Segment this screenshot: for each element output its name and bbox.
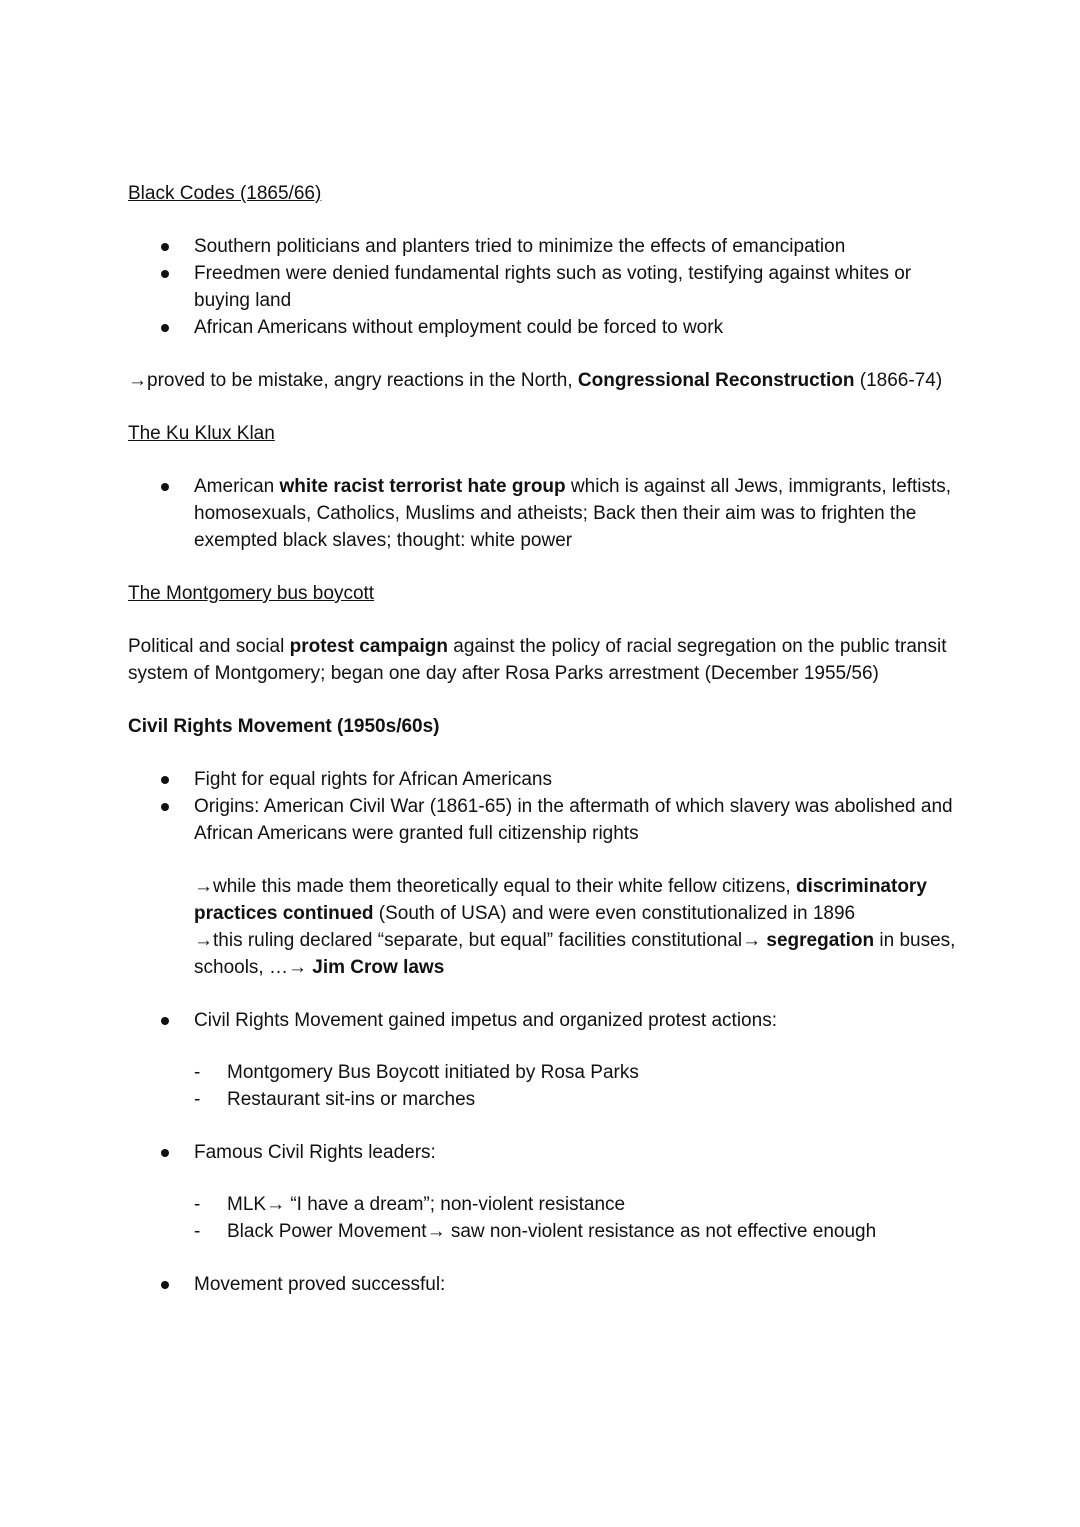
black-codes-heading: Black Codes (1865/66) [128,183,322,204]
impetus-list [128,1007,958,1034]
bus-boycott-heading: The Montgomery bus boycott [128,583,375,604]
list-item: Famous Civil Rights leaders: [128,1139,958,1166]
black-codes-list [128,233,958,341]
list-item: African Americans without employment could be forced to work [128,314,958,341]
leaders-sublist [128,1191,958,1245]
leaders-list [128,1139,958,1166]
kkk-heading: The Ku Klux Klan [128,423,275,444]
list-item: Civil Rights Movement gained impetus and organized protest actions: [128,1007,958,1034]
impetus-sublist [128,1059,958,1113]
list-item: Fight for equal rights for African Americans [128,766,958,793]
list-item: - MLK→ “I have a dream”; non-violent resistance [128,1191,958,1218]
list-item: American white racist terrorist hate group which is against all Jews, immigrants, leftists, homosexuals, Catholics, Muslims and atheists; Back then their aim was to frighten the exempted black slaves; thought: white power [128,473,958,554]
civil-rights-heading: Civil Rights Movement (1950s/60s) [128,716,440,737]
civil-rights-notes [128,873,958,981]
list-item: Origins: American Civil War (1861-65) in the aftermath of which slavery was abolished and African Americans were granted full citizenship rights [128,793,958,847]
civil-rights-list [128,766,958,847]
note-discrimination: →while this made them theoretically equal to their white fellow citizens, discriminatory practices continued (South of USA) and were even constitutionalized in 1896 [194,876,927,924]
bus-boycott-paragraph: Political and social protest campaign against the policy of racial segregation on the public transit system of Montgomery; began one day after Rosa Parks arrestment (December 1955/56) [128,636,947,684]
document-page [128,180,958,1298]
success-list [128,1271,958,1298]
kkk-list [128,473,958,554]
list-item: Southern politicians and planters tried to minimize the effects of emancipation [128,233,958,260]
list-item: Freedmen were denied fundamental rights such as voting, testifying against whites or buying land [128,260,958,314]
black-codes-consequence: →proved to be mistake, angry reactions in the North, Congressional Reconstruction (1866-74) [128,370,943,391]
note-segregation: →this ruling declared “separate, but equal” facilities constitutional→ segregation in buses, schools, …→ Jim Crow laws [194,930,956,978]
list-item: - Black Power Movement→ saw non-violent resistance as not effective enough [128,1218,958,1245]
list-item: - Restaurant sit-ins or marches [128,1086,958,1113]
list-item: - Montgomery Bus Boycott initiated by Rosa Parks [128,1059,958,1086]
list-item: Movement proved successful: [128,1271,958,1298]
